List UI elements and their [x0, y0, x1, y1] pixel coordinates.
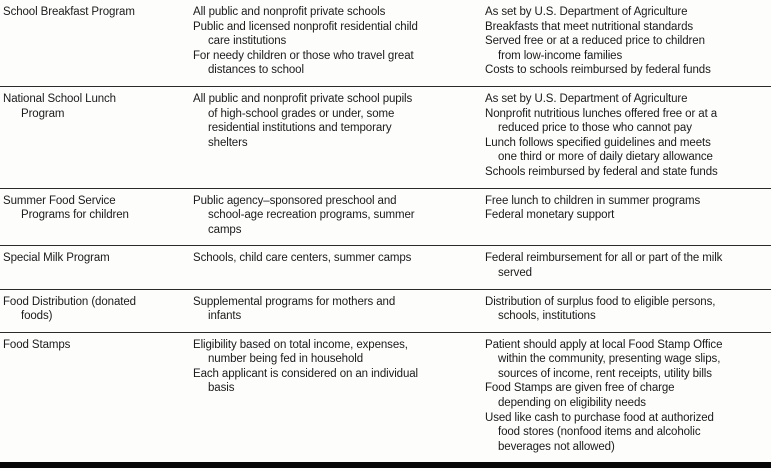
- cell-text-line: number being fed in household: [208, 353, 364, 366]
- cell-text-line: Public and licensed nonprofit residential child: [193, 20, 418, 33]
- cell-text-line: schools, institutions: [498, 310, 596, 323]
- table-row: [0, 289, 771, 332]
- table-row: [0, 245, 771, 288]
- cell-text-line: Federal monetary support: [485, 209, 615, 222]
- eligibility-cell: [190, 92, 482, 180]
- cell-text-line: care institutions: [208, 35, 287, 48]
- cell-text-line: served: [498, 266, 532, 279]
- benefits-cell: [482, 194, 771, 238]
- benefits-cell: [482, 338, 771, 455]
- cell-text-line: basis: [208, 382, 235, 395]
- eligibility-cell: [190, 295, 482, 324]
- cell-text-line: National School Lunch: [3, 92, 116, 105]
- cell-text-line: Served free or at a reduced price to children: [485, 35, 705, 48]
- cell-text-line: Used like cash to purchase food at authorized: [485, 411, 714, 424]
- cell-text-line: Schools reimbursed by federal and state funds: [485, 165, 718, 178]
- cell-text-line: Patient should apply at local Food Stamp Office: [485, 338, 723, 351]
- cell-text-line: Costs to schools reimbursed by federal funds: [485, 64, 711, 77]
- cell-text-line: As set by U.S. Department of Agriculture: [485, 92, 688, 105]
- cell-text-line: Free lunch to children in summer programs: [485, 194, 701, 207]
- cell-text-line: Schools, child care centers, summer camps: [193, 252, 412, 265]
- benefits-cell: [482, 295, 771, 324]
- cell-text-line: within the community, presenting wage slips,: [498, 353, 721, 366]
- eligibility-cell: [190, 194, 482, 238]
- eligibility-cell: [190, 338, 482, 455]
- program-cell: [0, 194, 190, 238]
- cell-text-line: depending on eligibility needs: [498, 397, 646, 410]
- program-cell: [0, 338, 190, 455]
- benefits-cell: [482, 251, 771, 280]
- cell-text-line: school-age recreation programs, summer: [208, 209, 415, 222]
- benefits-cell: [482, 5, 771, 78]
- cell-text-line: Federal reimbursement for all or part of the milk: [485, 252, 723, 265]
- cell-text-line: foods): [21, 310, 53, 323]
- cell-text-line: shelters: [208, 136, 248, 149]
- cell-text-line: Food Stamps: [3, 338, 71, 351]
- cell-text-line: camps: [208, 223, 242, 236]
- cell-text-line: Programs for children: [21, 209, 129, 222]
- cell-text-line: Public agency–sponsored preschool and: [193, 194, 397, 207]
- cell-text-line: Food Distribution (donated: [3, 295, 136, 308]
- cell-text-line: All public and nonprofit private school pupils: [193, 92, 413, 105]
- cell-text-line: Eligibility based on total income, expenses,: [193, 338, 408, 351]
- cell-text-line: Nonprofit nutritious lunches offered free or at a: [485, 107, 718, 120]
- program-cell: [0, 295, 190, 324]
- cell-text-line: All public and nonprofit private schools: [193, 6, 386, 18]
- cell-text-line: Breakfasts that meet nutritional standards: [485, 20, 694, 33]
- cell-text-line: As set by U.S. Department of Agriculture: [485, 6, 688, 18]
- table-row: [0, 332, 771, 463]
- cell-text-line: Program: [21, 107, 65, 120]
- program-cell: [0, 251, 190, 280]
- cell-text-line: infants: [208, 310, 242, 323]
- cell-text-line: Special Milk Program: [3, 252, 110, 265]
- cell-text-line: Food Stamps are given free of charge: [485, 382, 675, 395]
- cell-text-line: For needy children or those who travel great: [193, 49, 414, 62]
- cell-text-line: beverages not allowed): [498, 440, 615, 453]
- program-cell: [0, 92, 190, 180]
- program-cell: [0, 5, 190, 78]
- cell-text-line: distances to school: [208, 64, 304, 77]
- cell-text-line: one third or more of daily dietary allowance: [498, 151, 713, 164]
- cell-text-line: of high-school grades or under, some: [208, 107, 395, 120]
- cell-text-line: food stores (nonfood items and alcoholic: [498, 426, 701, 439]
- cell-text-line: Lunch follows specified guidelines and meets: [485, 136, 711, 149]
- cell-text-line: School Breakfast Program: [3, 6, 135, 18]
- cell-text-line: reduced price to those who cannot pay: [498, 122, 692, 135]
- cell-text-line: residential institutions and temporary: [208, 122, 392, 135]
- cell-text-line: Each applicant is considered on an individual: [193, 367, 419, 380]
- cell-text-line: Distribution of surplus food to eligible persons,: [485, 295, 716, 308]
- table-row: [0, 86, 771, 188]
- eligibility-cell: [190, 5, 482, 78]
- table-row: [0, 188, 771, 246]
- benefits-cell: [482, 92, 771, 180]
- cell-text-line: Summer Food Service: [3, 194, 116, 207]
- cell-text-line: from low-income families: [498, 49, 623, 62]
- cell-text-line: Supplemental programs for mothers and: [193, 295, 396, 308]
- eligibility-cell: [190, 251, 482, 280]
- table-row: [0, 0, 771, 86]
- cell-text-line: sources of income, rent receipts, utility bills: [498, 367, 712, 380]
